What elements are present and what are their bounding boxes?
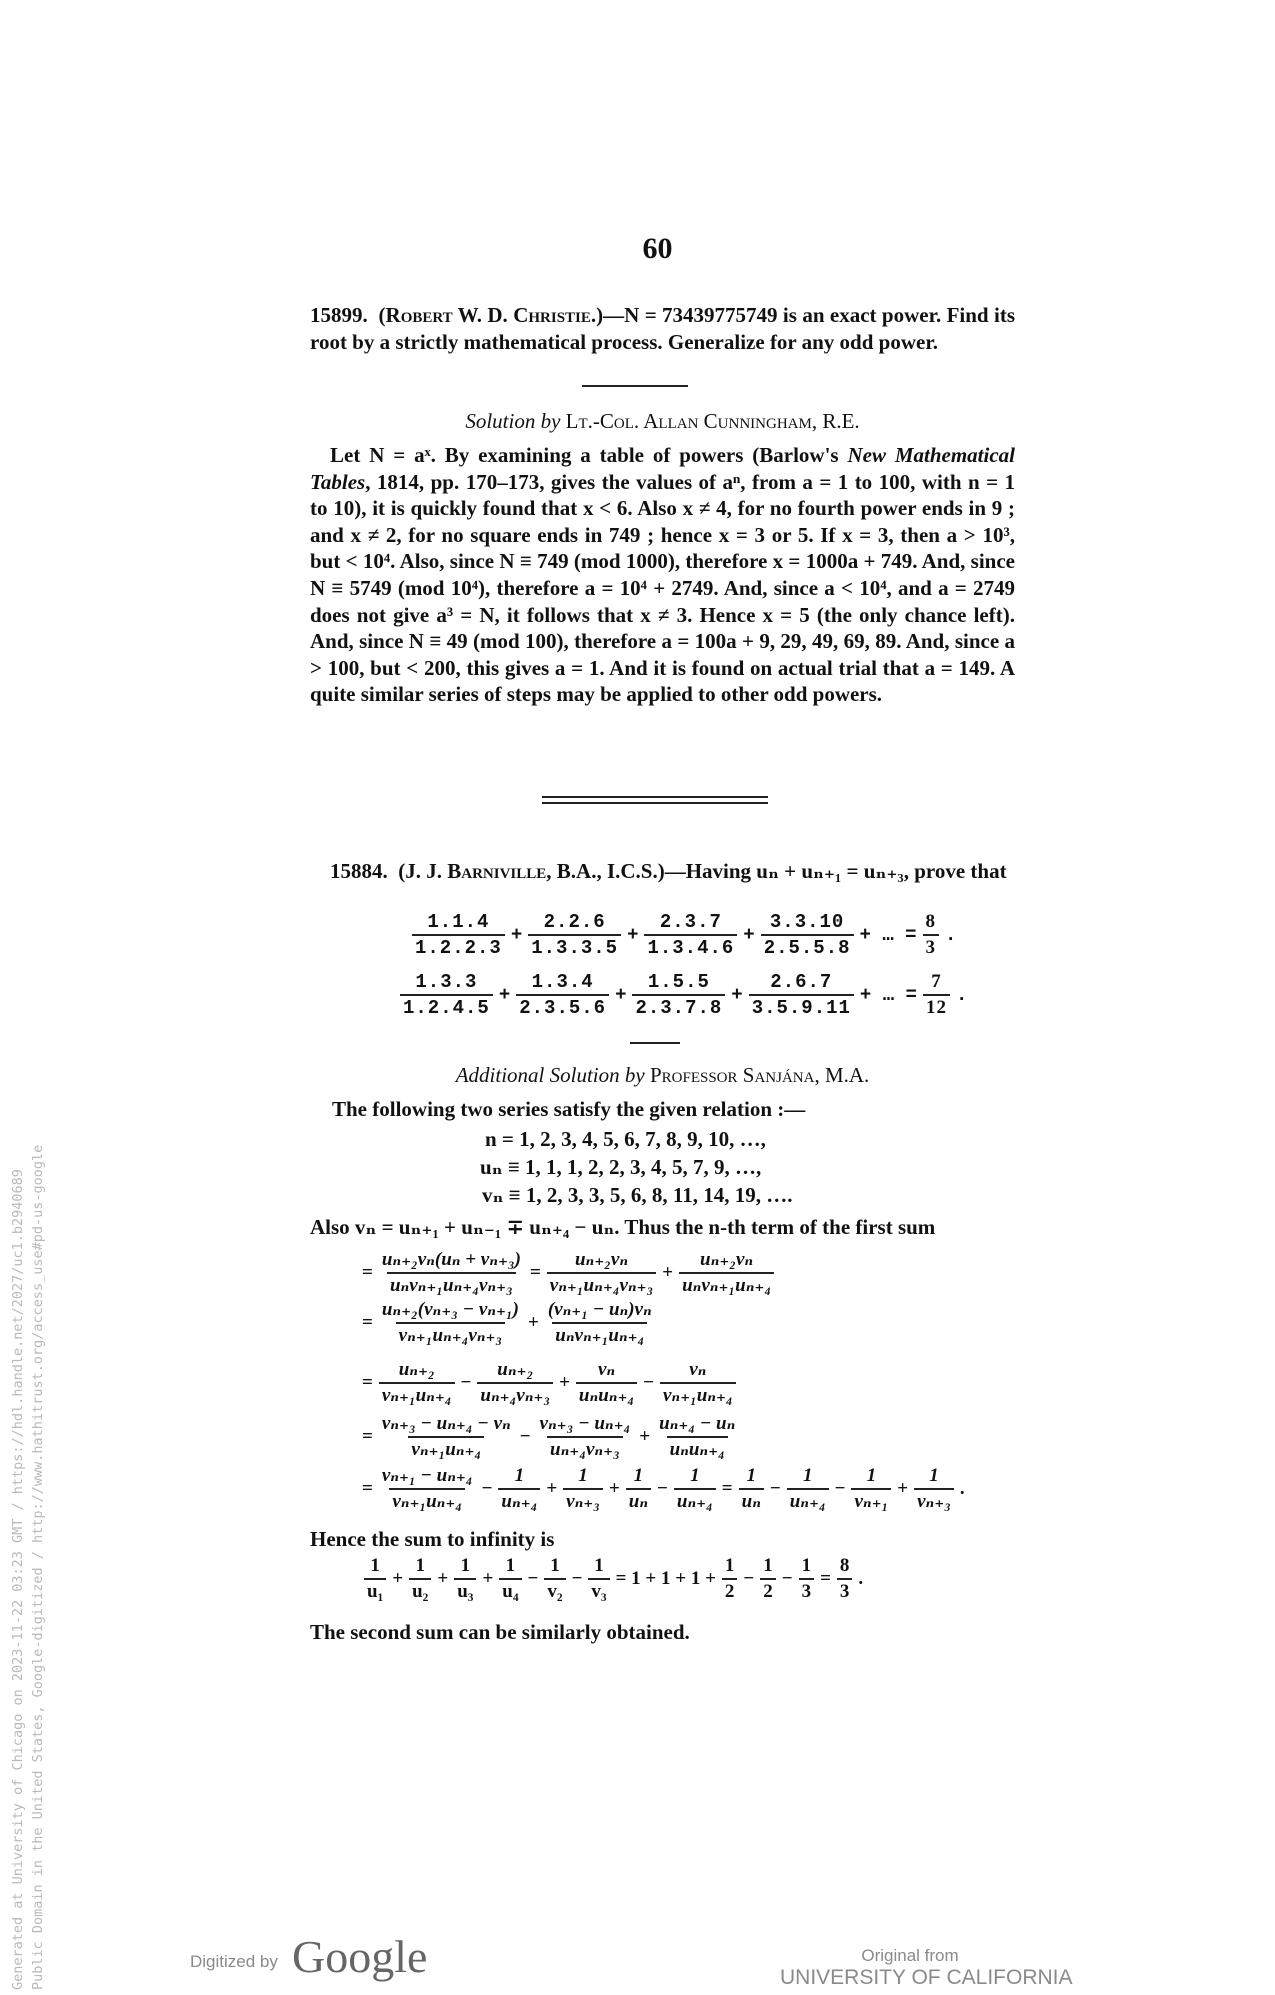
numerator: 8 [839, 1555, 850, 1576]
operator: + [608, 1478, 620, 1499]
denominator: vₙ₊₃ [914, 1488, 954, 1512]
fraction [739, 1466, 764, 1512]
series-equation-2 [398, 972, 971, 1018]
derivation-line-2 [358, 1300, 657, 1346]
numerator: 1 [415, 1555, 425, 1576]
operator: + [528, 1312, 539, 1333]
question-author: (Robert W. D. Christie.) [378, 303, 604, 327]
operator: − [481, 1478, 493, 1499]
solution-prefix: Additional Solution by [455, 1063, 645, 1087]
numerator: 1 [514, 1465, 525, 1486]
fraction [379, 1414, 514, 1460]
question-15899 [310, 302, 1015, 355]
operator: = [362, 1262, 373, 1283]
denominator: 3.5.9.11 [749, 994, 854, 1018]
derivation-line-5 [358, 1466, 969, 1512]
numerator: 1.3.4 [531, 971, 594, 993]
intro-text: The following two series satisfy the given relation :— [332, 1097, 806, 1121]
denominator: vₙ₊₁uₙ₊₄ [660, 1382, 736, 1406]
denominator: 1.3.4.6 [644, 934, 737, 958]
watermark-line-2: Public Domain in the United States, Google-digitized / http://www.hathitrust.org/access_use#pd-us-google [30, 1144, 46, 1990]
fraction [660, 1360, 736, 1406]
operator: − [743, 1568, 755, 1589]
closing-text: The second sum can be similarly obtained. [310, 1620, 690, 1644]
fraction [409, 1556, 431, 1602]
operator: . [959, 1478, 965, 1499]
operator: + … = [859, 924, 917, 946]
fraction [588, 1556, 609, 1602]
denominator: uₙuₙ₊₄ [576, 1382, 637, 1406]
numerator: 1 [724, 1555, 735, 1576]
solution-heading [310, 408, 1015, 435]
denominator: u₃ [454, 1578, 476, 1602]
question-15884 [310, 858, 1015, 885]
operator: − [657, 1478, 668, 1499]
numerator: 1 [578, 1465, 588, 1486]
fraction [576, 1360, 637, 1406]
denominator: 3 [799, 1578, 815, 1602]
fraction [477, 1360, 553, 1406]
fraction [656, 1414, 738, 1460]
numerator: 1 [801, 1555, 812, 1576]
denominator: uₙvₙ₊₁uₙ₊₄ [679, 1272, 774, 1296]
operator: − [571, 1568, 583, 1589]
operator: = [362, 1312, 373, 1333]
question-author: (J. J. Barniville, B.A., I.C.S.) [398, 859, 665, 883]
numerator: uₙ₊₂ [497, 1359, 534, 1380]
numerator: 1 [866, 1465, 877, 1486]
operator: − [781, 1568, 793, 1589]
fraction [923, 912, 940, 958]
numerator: uₙ₊₄ − uₙ [659, 1413, 736, 1434]
numerator: uₙ₊₂vₙ [574, 1249, 629, 1270]
denominator: uₙ [626, 1488, 651, 1512]
sequence-v: vₙ ≡ 1, 2, 3, 3, 5, 6, 8, 11, 14, 19, …. [482, 1183, 793, 1207]
page-number: 60 [642, 232, 673, 265]
derivation-line-3 [358, 1360, 738, 1406]
numerator: 1 [746, 1465, 757, 1486]
numerator: uₙ₊₂vₙ [700, 1249, 754, 1270]
operator: + [897, 1478, 909, 1499]
denominator: uₙ₊₄ [674, 1488, 716, 1512]
question-number: 15899. [310, 303, 368, 327]
denominator: 2 [722, 1578, 738, 1602]
additional-solution-heading [310, 1062, 1015, 1089]
numerator: 1 [763, 1555, 773, 1576]
operator: . [858, 1568, 864, 1589]
operator: = [362, 1478, 373, 1499]
numerator: uₙ₊₂ [398, 1359, 435, 1380]
numerator: vₙ₊₁ − uₙ₊₄ [381, 1465, 473, 1486]
denominator: vₙ₊₁uₙ₊₄ [408, 1436, 484, 1460]
operator: = [529, 1262, 541, 1283]
operator: + [510, 924, 523, 946]
numerator: 1 [633, 1465, 644, 1486]
access-watermark [8, 960, 48, 1990]
operator: = [721, 1478, 733, 1499]
operator: − [834, 1478, 846, 1499]
numerator: 2.2.6 [543, 911, 606, 933]
operator: . [955, 984, 968, 1006]
fraction [644, 912, 737, 958]
fraction [412, 912, 505, 958]
digitized-by-label: Digitized by [190, 1952, 278, 1971]
solution-text: , 1814, pp. 170–173, gives the values of aⁿ, from a = 1 to 100, with n = 1 to 10), it is quickly found that x < 6. Also x ≠ 4, for no fourth power ends in 9 ; and x ≠ 2, for no square ends in 749 ; hence x = 3 or 5. If x = 3, then a > 10³, but < 10⁴. Also, since N ≡ 749 (mod 1000), therefore x = 1000a + 749. And, since N ≡ 5749 (mod 10⁴), therefore a = 10⁴ + 2749. And, since a < 10⁴, and a = 2749 does not give a³ = N, it follows that x ≠ 3. Hence x = 5 (the only chance left). And, since N ≡ 49 (mod 100), therefore a = 100a + 9, 29, 49, 69, 89. And, since a > 100, but < 200, this gives a = 1. And it is found on actual trial that a = 149. A quite similar series of steps may be applied to other odd powers. [310, 469, 1015, 707]
fraction [722, 1556, 738, 1602]
denominator: 2 [760, 1578, 776, 1602]
denominator: uₙ [739, 1488, 764, 1512]
numerator: vₙ₊₃ − uₙ₊₄ [539, 1413, 631, 1434]
numerator: vₙ [597, 1359, 616, 1380]
denominator: vₙ₊₁uₙ₊₄vₙ₊₃ [547, 1272, 657, 1296]
fraction [544, 1556, 565, 1602]
numerator: 1.5.5 [647, 971, 710, 993]
fraction [379, 1360, 455, 1406]
operator: − [460, 1372, 472, 1393]
operator: + [546, 1478, 558, 1499]
operator: + [482, 1568, 494, 1589]
denominator: v₂ [544, 1578, 565, 1602]
operator: + [437, 1568, 449, 1589]
fraction [799, 1556, 815, 1602]
operator: − [527, 1568, 539, 1589]
numerator: (vₙ₊₁ − uₙ)vₙ [547, 1299, 652, 1320]
original-from-label: Original from [861, 1946, 959, 1965]
fraction [761, 912, 854, 958]
solution-paragraph [310, 442, 1015, 708]
numerator: 1 [550, 1555, 560, 1576]
fraction [379, 1250, 524, 1296]
fraction [914, 1466, 954, 1512]
numerator: 2.3.7 [659, 911, 722, 933]
watermark-line-1: Generated at University of Chicago on 2023-11-22 03:23 GMT / https://hdl.handle.net/2027/uc1.b2940689 [10, 1169, 26, 1990]
fraction [516, 972, 609, 1018]
numerator: 8 [925, 911, 937, 932]
operator: − [519, 1426, 531, 1447]
operator: + [498, 984, 511, 1006]
numerator: 3.3.10 [769, 911, 845, 933]
denominator: 12 [923, 994, 950, 1018]
operator: = 1 + 1 + 1 + [615, 1568, 716, 1589]
operator: − [643, 1372, 654, 1393]
denominator: 1.3.3.5 [528, 934, 621, 958]
derivation-line-1 [358, 1250, 776, 1296]
fraction [760, 1556, 776, 1602]
divider [630, 1042, 680, 1044]
operator: = [362, 1372, 373, 1393]
denominator: uₙ₊₄ [787, 1488, 829, 1512]
numerator: 1.1.4 [427, 911, 490, 933]
operator: = [820, 1568, 831, 1589]
fraction [400, 972, 493, 1018]
fraction [537, 1414, 634, 1460]
operator: − [769, 1478, 781, 1499]
derivation-line-4 [358, 1414, 740, 1460]
numerator: 1 [929, 1465, 939, 1486]
denominator: uₙ₊₄vₙ₊₃ [547, 1436, 623, 1460]
denominator: 3 [923, 934, 940, 958]
numerator: vₙ [689, 1359, 707, 1380]
operator: + [639, 1426, 651, 1447]
operator: + [627, 924, 639, 946]
denominator: uₙvₙ₊₁uₙ₊₄vₙ₊₃ [387, 1272, 516, 1296]
operator: + [731, 984, 743, 1006]
operator: = [362, 1426, 373, 1447]
google-logo: Google [292, 1931, 428, 1982]
hence-text: Hence the sum to infinity is [310, 1527, 555, 1551]
denominator: vₙ₊₁uₙ₊₄ [379, 1382, 455, 1406]
solution-text: Let N = aˣ. By examining a table of powers (Barlow's [330, 443, 848, 467]
denominator: 2.3.5.6 [516, 994, 609, 1018]
also-text: Also vₙ = uₙ₊₁ + uₙ₋₁ ∓ uₙ₊₄ − uₙ. Thus the n-th term of the first sum [310, 1215, 936, 1239]
series-equation-1 [410, 912, 960, 958]
operator: . [945, 924, 957, 946]
fraction [837, 1556, 853, 1602]
numerator: vₙ₊₃ − uₙ₊₄ − vₙ [381, 1413, 511, 1434]
denominator: 1.2.2.3 [412, 934, 505, 958]
denominator: 3 [837, 1578, 853, 1602]
denominator: uₙvₙ₊₁uₙ₊₄ [552, 1322, 647, 1346]
fraction [499, 1556, 521, 1602]
denominator: v₃ [588, 1578, 609, 1602]
fraction [679, 1250, 774, 1296]
denominator: uₙ₊₄ [498, 1488, 540, 1512]
double-divider-top [542, 796, 768, 798]
fraction [563, 1466, 603, 1512]
fraction [749, 972, 854, 1018]
denominator: u₂ [409, 1578, 431, 1602]
numerator: uₙ₊₂vₙ(uₙ + vₙ₊₃) [381, 1249, 521, 1270]
fraction [923, 972, 950, 1018]
operator: + … = [859, 984, 917, 1006]
denominator: u₁ [364, 1578, 386, 1602]
numerator: 1 [690, 1465, 700, 1486]
denominator: uₙuₙ₊₄ [667, 1436, 728, 1460]
institution-name: UNIVERSITY OF CALIFORNIA [780, 1966, 1073, 1989]
operator: + [743, 924, 755, 946]
operator: + [559, 1372, 570, 1393]
book-title: New Mathematical Tables [310, 443, 1015, 494]
denominator: vₙ₊₃ [563, 1488, 603, 1512]
fraction [498, 1466, 540, 1512]
numerator: 1 [505, 1555, 516, 1576]
denominator: vₙ₊₁ [851, 1488, 891, 1512]
operator: + [392, 1568, 404, 1589]
numerator: 7 [931, 971, 942, 992]
question-number: 15884. [330, 859, 388, 883]
fraction [364, 1556, 386, 1602]
solution-prefix: Solution by [465, 409, 561, 433]
fraction [379, 1300, 522, 1346]
numerator: 1 [460, 1555, 471, 1576]
numerator: 1.3.3 [415, 971, 478, 993]
denominator: uₙ₊₄vₙ₊₃ [477, 1382, 553, 1406]
question-text: —Having uₙ + uₙ₊₁ = uₙ₊₃, prove that [664, 859, 1007, 883]
numerator: 1 [594, 1555, 604, 1576]
divider [582, 385, 688, 387]
fraction [528, 912, 621, 958]
solution-author: Lt.-Col. Allan Cunningham, R.E. [565, 409, 860, 433]
fraction [547, 1250, 657, 1296]
denominator: 2.3.7.8 [632, 994, 725, 1018]
denominator: 1.2.4.5 [400, 994, 493, 1018]
fraction [626, 1466, 651, 1512]
sum-equation [362, 1556, 867, 1602]
fraction [851, 1466, 891, 1512]
fraction [454, 1556, 476, 1602]
sequence-n: n = 1, 2, 3, 4, 5, 6, 7, 8, 9, 10, …, [485, 1127, 766, 1151]
solution-author: Professor Sanjána, M.A. [649, 1063, 870, 1087]
fraction [787, 1466, 829, 1512]
operator: + [615, 984, 627, 1006]
denominator: vₙ₊₁uₙ₊₄ [389, 1488, 465, 1512]
numerator: 1 [802, 1465, 813, 1486]
denominator: 2.5.5.8 [761, 934, 854, 958]
sequence-u: uₙ ≡ 1, 1, 1, 2, 2, 3, 4, 5, 7, 9, …, [480, 1155, 762, 1179]
denominator: vₙ₊₁uₙ₊₄vₙ₊₃ [396, 1322, 506, 1346]
question-text: —N = 73439775749 is an exact power. Find its root by a strictly mathematical process. Generalize for any odd power. [310, 303, 1015, 354]
operator: + [662, 1262, 674, 1283]
double-divider-bottom [542, 802, 768, 804]
fraction [674, 1466, 716, 1512]
fraction [545, 1300, 655, 1346]
fraction [379, 1466, 476, 1512]
denominator: u₄ [499, 1578, 521, 1602]
numerator: 2.6.7 [770, 971, 833, 993]
fraction [632, 972, 725, 1018]
numerator: uₙ₊₂(vₙ₊₃ − vₙ₊₁) [381, 1299, 519, 1320]
numerator: 1 [370, 1555, 380, 1576]
